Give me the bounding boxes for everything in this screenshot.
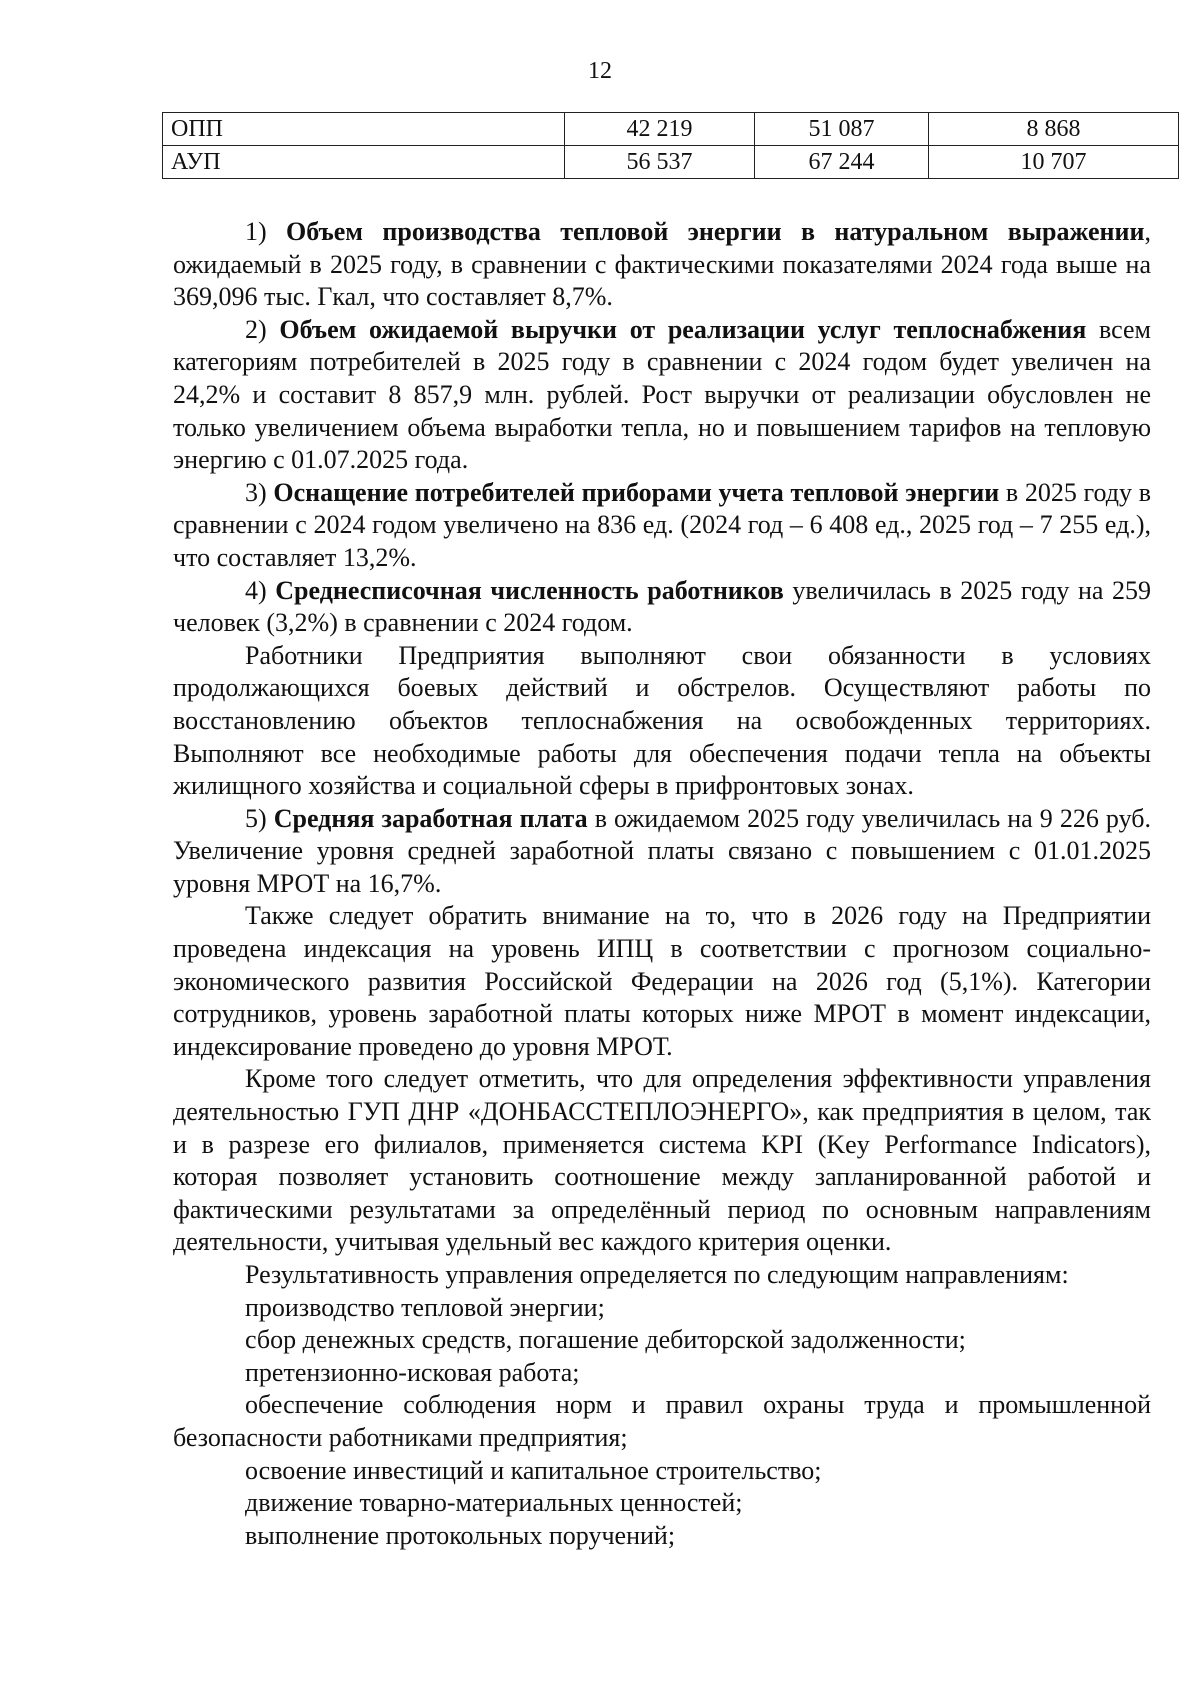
table-cell: ОПП <box>163 113 565 146</box>
numbered-item <box>173 477 1151 575</box>
table-cell: 42 219 <box>565 113 755 146</box>
data-table <box>162 112 1179 179</box>
table-cell: 56 537 <box>565 146 755 179</box>
list-item: выполнение протокольных поручений; <box>245 1520 676 1550</box>
numbered-item <box>173 575 1151 640</box>
item-number: 5) <box>245 803 267 833</box>
numbered-item <box>173 216 1151 314</box>
page-number: 12 <box>588 58 612 84</box>
item-text: увеличилась в 2025 году на 259 человек (3,2%) в сравнении с 2024 годом. <box>173 575 1152 638</box>
item-number: 3) <box>245 477 267 507</box>
paragraph: Кроме того следует отметить, что для определения эффективности управления деятельностью ГУП ДНР «ДОНБАССТЕПЛОЭНЕРГО», как предприятия в целом, так и в разрезе его филиалов, применяется система KPI (Key Performance Indicators), которая позволяет установить соотношение между запланированной работой и фактическими результатами за определённый период по основным направлениям деятельности, учитывая удельный вес каждого критерия оценки. <box>173 1064 1151 1257</box>
item-number: 2) <box>245 314 267 344</box>
item-text: в 2025 году в сравнении с 2024 годом увеличено на 836 ед. (2024 год – 6 408 ед., 2025 год – 7 255 ед.), что составляет 13,2%. <box>173 477 1151 572</box>
table-cell: 51 087 <box>755 113 929 146</box>
item-number: 1) <box>245 217 267 246</box>
table-cell: АУП <box>163 146 565 179</box>
list-item: освоение инвестиций и капитальное строительство; <box>245 1455 822 1485</box>
item-text: в ожидаемом 2025 году увеличилась на 9 226 руб. Увеличение уровня средней заработной платы связано с повышением с 01.01.2025 уровня МРОТ на 16,7%. <box>173 803 1151 898</box>
table-cell: 8 868 <box>929 113 1179 146</box>
list-item: движение товарно-материальных ценностей; <box>245 1488 743 1518</box>
item-heading: Оснащение потребителей приборами учета тепловой энергии <box>273 477 1000 507</box>
item-heading: Среднесписочная численность работников <box>275 575 784 605</box>
list-item: претензионно-исковая работа; <box>245 1357 580 1387</box>
paragraph: Также следует обратить внимание на то, что в 2026 году на Предприятии проведена индексация на уровень ИПЦ в соответствии с прогнозом социально-экономического развития Российской Федерации на 2026 год (5,1%). Категории сотрудников, уровень заработной платы которых ниже МРОТ в момент индексации, индексирование проведено до уровня МРОТ. <box>173 901 1151 1061</box>
table-cell: 67 244 <box>755 146 929 179</box>
item-text: , ожидаемый в 2025 году, в сравнении с фактическими показателями 2024 года выше на 369,096 тыс. Гкал, что составляет 8,7%. <box>173 217 1151 312</box>
table-row <box>163 113 1179 146</box>
numbered-item <box>173 803 1151 901</box>
item-heading: Средняя заработная плата <box>273 803 588 833</box>
body-text <box>173 216 1151 1552</box>
table-cell: 10 707 <box>929 146 1179 179</box>
list-item: производство тепловой энергии; <box>245 1292 605 1322</box>
list-item: обеспечение соблюдения норм и правил охраны труда и промышленной безопасности работниками предприятия; <box>173 1390 1151 1452</box>
numbered-item <box>173 314 1151 477</box>
item-text: всем категориям потребителей в 2025 году в сравнении с 2024 годом будет увеличен на 24,2% и составит 8 857,9 млн. рублей. Рост выручки от реализации обусловлен не только увеличением объема выработки тепла, но и повышением тарифов на тепловую энергию с 01.07.2025 года. <box>173 314 1152 475</box>
paragraph: Результативность управления определяется по следующим направлениям: <box>245 1260 1069 1289</box>
paragraph: Работники Предприятия выполняют свои обязанности в условиях продолжающихся боевых действий и обстрелов. Осуществляют работы по восстановлению объектов теплоснабжения на освобожденных территориях. Выполняют все необходимые работы для обеспечения подачи тепла на объекты жилищного хозяйства и социальной сферы в прифронтовых зонах. <box>173 640 1151 801</box>
item-number: 4) <box>245 575 267 605</box>
list-item: сбор денежных средств, погашение дебиторской задолженности; <box>245 1325 966 1355</box>
item-heading: Объем ожидаемой выручки от реализации услуг теплоснабжения <box>279 314 1087 344</box>
table-row <box>163 146 1179 179</box>
item-heading: Объем производства тепловой энергии в натуральном выражении <box>286 217 1145 246</box>
